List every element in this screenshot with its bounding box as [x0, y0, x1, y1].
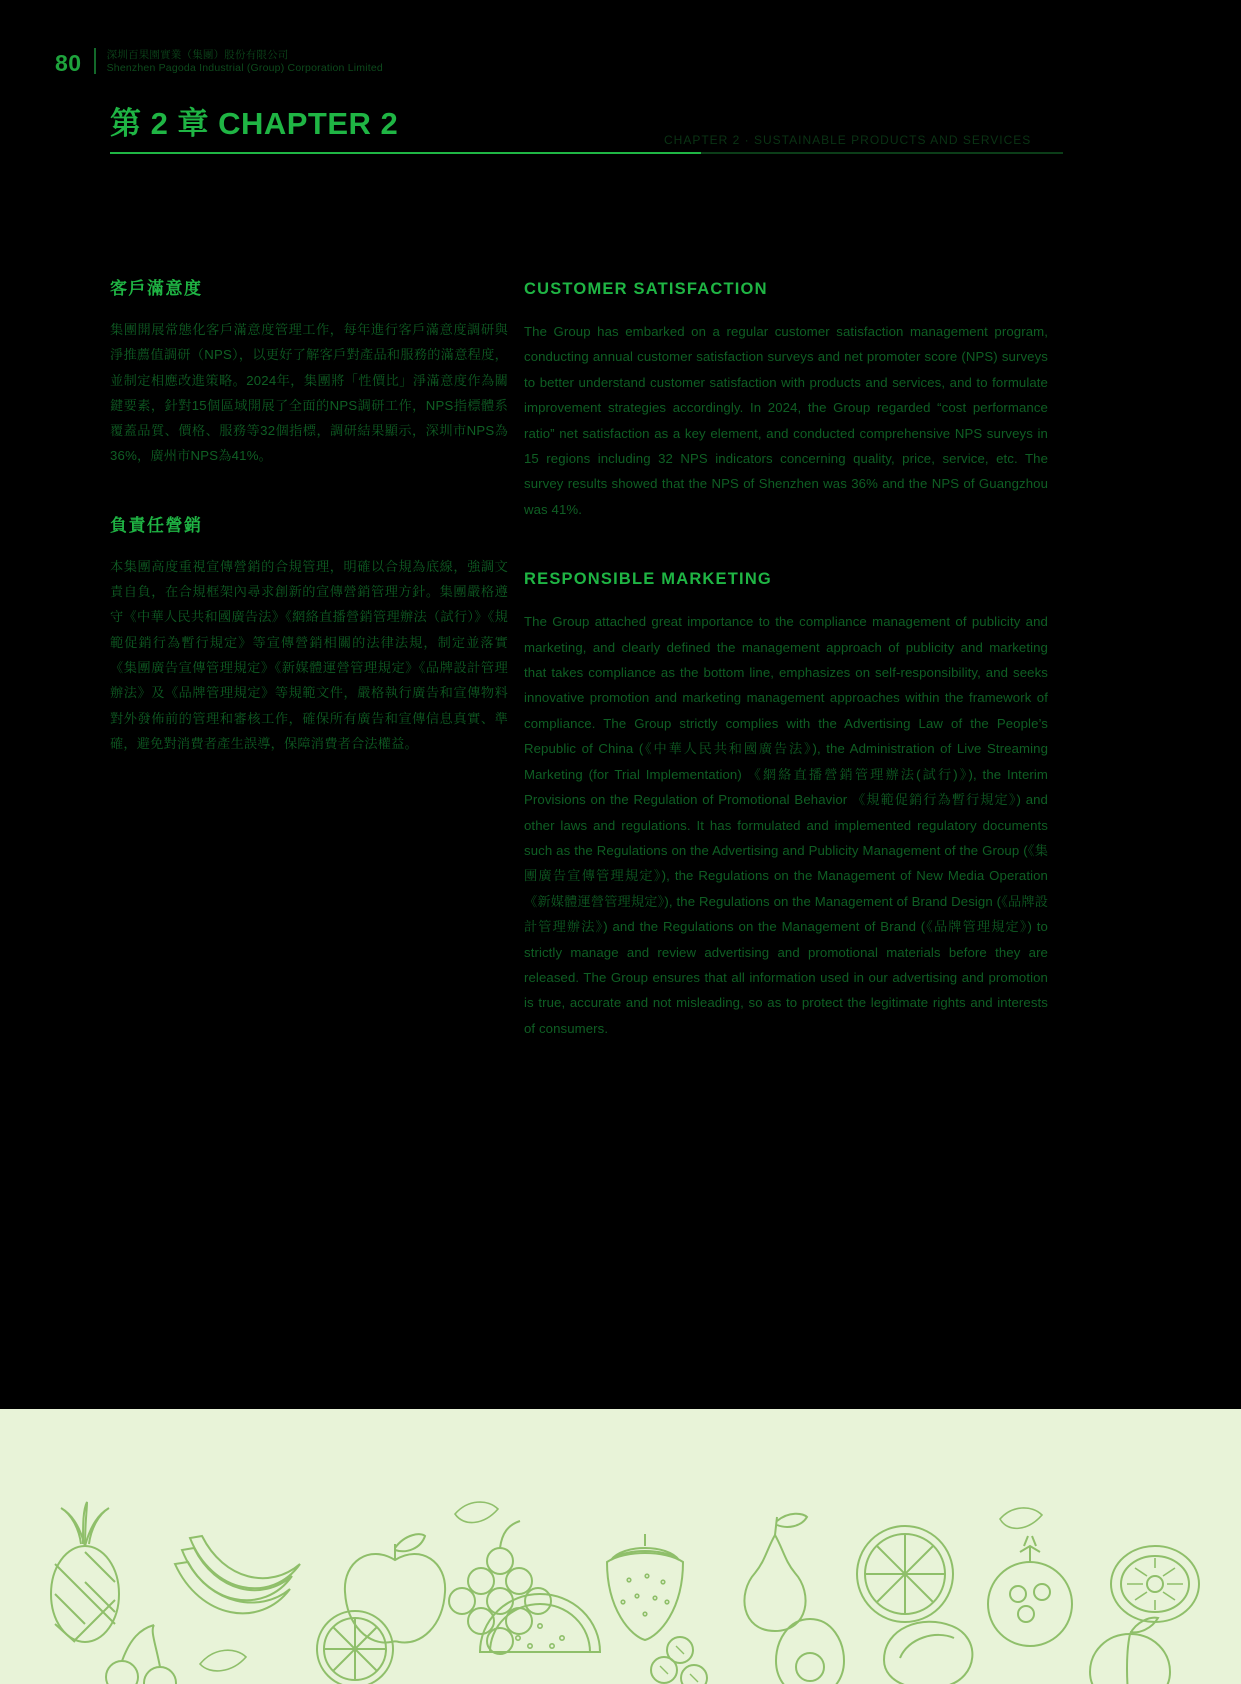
- footer-illustration-band: [0, 1409, 1241, 1684]
- company-name-block: [107, 48, 383, 75]
- section-customer-satisfaction-cn: [110, 278, 508, 469]
- heading-customer-satisfaction-en: CUSTOMER SATISFACTION: [524, 280, 768, 298]
- chapter-ghost-text: CHAPTER 2 · SUSTAINABLE PRODUCTS AND SERVICES: [664, 133, 1032, 147]
- section-customer-satisfaction-en: [524, 278, 1048, 522]
- company-name-en: Shenzhen Pagoda Industrial (Group) Corporation Limited: [106, 62, 383, 74]
- body-responsible-marketing-cn: 本集團高度重視宣傳營銷的合規管理，明確以合規為底線，強調文責自負，在合規框架內尋求創新的宣傳營銷管理方針。集團嚴格遵守《中華人民共和國廣告法》《網絡直播營銷管理辦法（試行）》《規範促銷行為暫行規定》等宣傳營銷相關的法律法規，制定並落實《集團廣告宣傳管理規定》《新媒體運營管理規定》《品牌設計管理辦法》及《品牌管理規定》等規範文件，嚴格執行廣告和宣傳物料對外發佈前的管理和審核工作，確保所有廣告和宣傳信息真實、準確，避免對消費者產生誤導，保障消費者合法權益。: [110, 558, 508, 751]
- body-customer-satisfaction-cn: 集團開展常態化客戶滿意度管理工作，每年進行客戶滿意度調研與淨推薦值調研（NPS），以更好了解客戶對產品和服務的滿意程度，並制定相應改進策略。2024年，集團將「性價比」淨滿意度作為關鍵要素，針對15個區域開展了全面的NPS調研工作，NPS指標體系覆蓋品質、價格、服務等32個指標，調研結果顯示，深圳市NPS為36%，廣州市NPS為41%。: [110, 322, 508, 464]
- section-responsible-marketing-cn: [110, 515, 508, 756]
- section-responsible-marketing-en: [524, 568, 1048, 1041]
- company-name-cn: 深圳百果園實業（集團）股份有限公司: [106, 49, 289, 61]
- page-number: 80: [55, 50, 82, 76]
- header-divider: [94, 48, 96, 74]
- body-customer-satisfaction-en: The Group has embarked on a regular customer satisfaction management program, conducting annual customer satisfaction surveys and net promoter score (NPS) surveys to better understand customer satisfaction with products and services, and to formulate improvement strategies accordingly. In 2024, the Group regarded “cost performance ratio” net satisfaction as a key element, and conducted comprehensive NPS surveys in 15 regions including 32 NPS indicators concerning quality, price, service, etc. The survey results showed that the NPS of Shenzhen was 36% and the NPS of Guangzhou was 41%.: [524, 324, 1048, 517]
- chapter-title: 第 2 章 CHAPTER 2: [110, 106, 399, 141]
- chapter-heading-block: [110, 103, 1063, 154]
- heading-responsible-marketing-cn: 負責任營銷: [110, 515, 203, 535]
- column-chinese: [110, 278, 508, 756]
- page-header: [55, 48, 383, 75]
- chapter-underline: [110, 152, 1063, 154]
- heading-responsible-marketing-en: RESPONSIBLE MARKETING: [524, 570, 772, 589]
- column-english: [524, 278, 1048, 1041]
- heading-customer-satisfaction-cn: 客戶滿意度: [110, 279, 203, 298]
- body-responsible-marketing-en: The Group attached great importance to the compliance management of publicity and marketing, and clearly defined the management approach of publicity and marketing that takes compliance as the bottom line, emphasizes on self-responsibility, and seeks innovative promotion and marketing management approaches within the framework of compliance. The Group strictly complies with the Advertising Law of the People’s Republic of China (《中華人民共和國廣告法》), the Administration of Live Streaming Marketing (for Trial Implementation) 《網絡直播營銷管理辦法(試行)》), the Interim Provisions on the Regulation of Promotional Behavior 《規範促銷行為暫行規定》) and other laws and regulations. It has formulated and implemented regulatory documents such as the Regulations on the Advertising and Publicity Management of the Group (《集團廣告宣傳管理規定》), the Regulations on the Management of New Media Operation 《新媒體運營管理規定》), the Regulations on the Management of Brand Design (《品牌設計管理辦法》) and the Regulations on the Management of Brand (《品牌管理規定》) to strictly manage and review advertising and promotional materials before they are released. The Group ensures that all information used in our advertising and promotion is true, accurate and not misleading, so as to protect the legitimate rights and interests of consumers.: [524, 614, 1048, 1036]
- fruit-pattern-icon: [0, 1409, 1241, 1684]
